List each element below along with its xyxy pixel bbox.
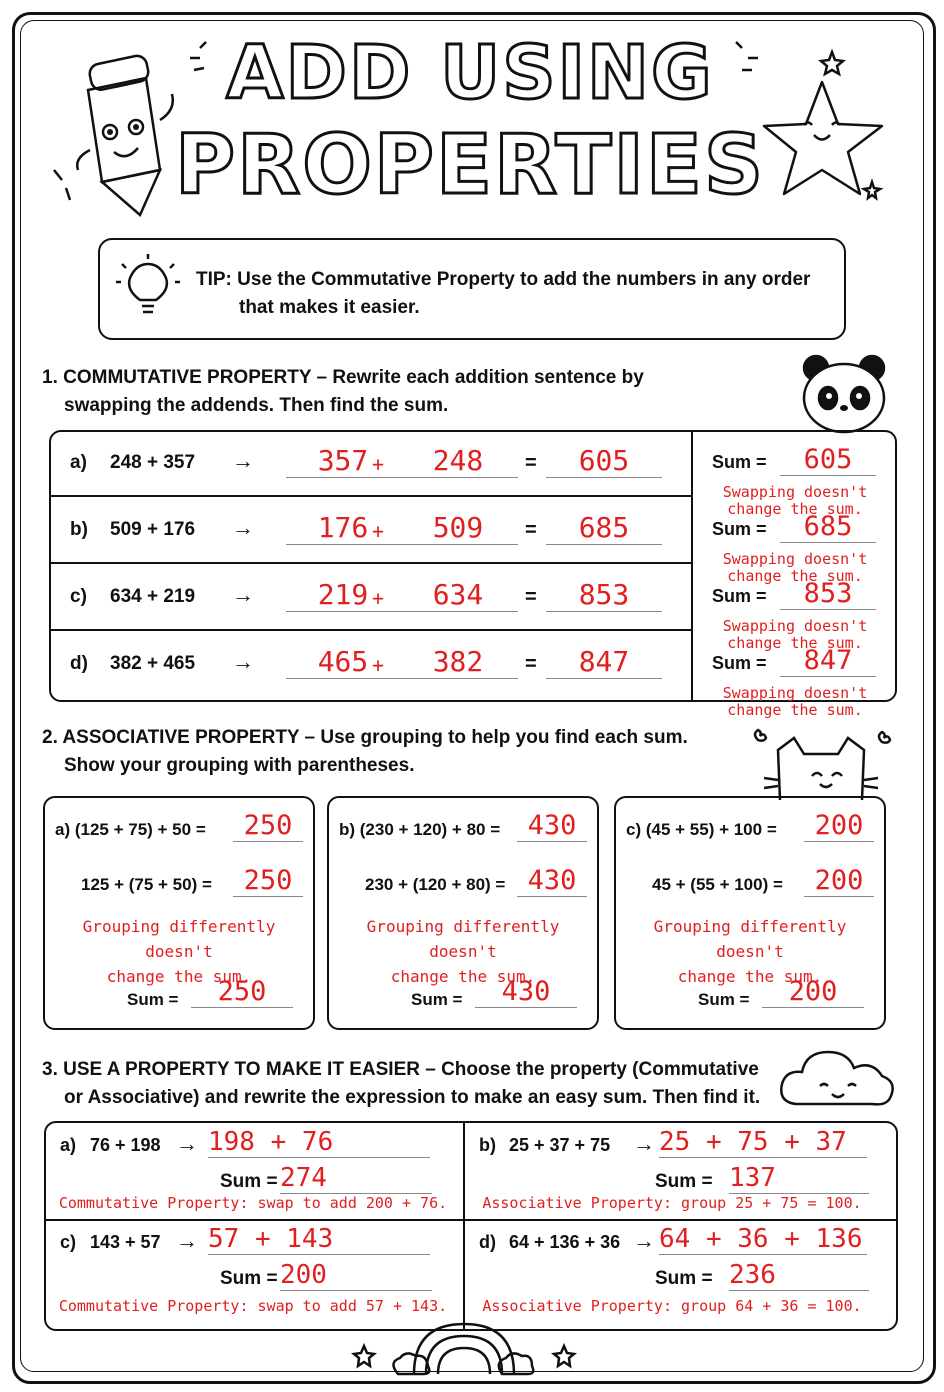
card-sum-field[interactable]: 430 — [475, 976, 577, 1008]
grouping-expr-2: 45 + (55 + 100) = — [652, 875, 783, 894]
equals-sign: = — [525, 452, 537, 474]
item-label: b) — [479, 1135, 496, 1155]
grouping-expr-1: a) (125 + 75) + 50 = — [55, 820, 206, 839]
star-mascot-icon — [760, 40, 900, 210]
arrow-icon: → — [232, 649, 254, 674]
arrow-icon: → — [176, 1131, 198, 1156]
plus-sign: + — [371, 519, 385, 543]
arrow-icon: → — [633, 1131, 655, 1156]
sum-label: Sum = — [712, 519, 767, 539]
sum-label: Sum = — [220, 1171, 278, 1192]
row-problem: 509 + 176 — [110, 519, 196, 540]
associative-card — [43, 796, 315, 1030]
grouping-note-line2: change the sum. — [106, 967, 252, 986]
row-label: b) — [70, 519, 88, 540]
sum-field[interactable]: 853 — [780, 578, 876, 610]
item-label: a) — [60, 1135, 77, 1155]
tip-line2: that makes it easier. — [239, 297, 420, 318]
card-sum-field[interactable]: 250 — [191, 976, 293, 1008]
row-problem: 382 + 465 — [110, 653, 196, 674]
sum-field[interactable]: 685 — [780, 511, 876, 543]
swap-note-line1: Swapping doesn't — [722, 617, 868, 635]
swapped-first-field[interactable]: 357 — [286, 444, 400, 478]
grouping-answer-2[interactable]: 430 — [517, 865, 587, 897]
swapped-first-field[interactable]: 465 — [286, 645, 400, 679]
grouping-note-line1: Grouping differently doesn't — [366, 917, 560, 961]
plus-sign: + — [371, 452, 385, 476]
tip-box — [98, 238, 846, 340]
rewrite-field[interactable]: 198 + 76 — [208, 1127, 430, 1158]
grouping-expr-2: 125 + (75 + 50) = — [81, 875, 212, 894]
arrow-icon: → — [232, 515, 254, 540]
item-problem: 76 + 198 — [90, 1135, 161, 1155]
plus-sign: + — [371, 653, 385, 677]
associative-card — [614, 796, 886, 1030]
grouping-answer-1[interactable]: 430 — [517, 810, 587, 842]
rewrite-field[interactable]: 57 + 143 — [208, 1224, 430, 1255]
cat-icon — [748, 720, 898, 800]
equals-sign: = — [525, 653, 537, 675]
sum-field[interactable]: 137 — [729, 1163, 869, 1194]
arrow-icon: → — [176, 1228, 198, 1253]
plus-sign: + — [371, 586, 385, 610]
sum-label: Sum = — [712, 653, 767, 673]
item-problem: 64 + 136 + 36 — [509, 1232, 621, 1252]
item-problem: 25 + 37 + 75 — [509, 1135, 611, 1155]
row-label: d) — [70, 653, 88, 674]
tip-line1: TIP: Use the Commutative Property to add the numbers in any order — [196, 269, 811, 290]
grouping-note-line2: change the sum. — [390, 967, 536, 986]
sparkle-icon — [728, 40, 768, 80]
sum-field[interactable]: 236 — [729, 1260, 869, 1291]
property-cell — [463, 1218, 881, 1321]
grouping-expr-2: 230 + (120 + 80) = — [365, 875, 506, 894]
sum-field[interactable]: 200 — [280, 1260, 432, 1291]
equals-sign: = — [525, 519, 537, 541]
rewrite-field[interactable]: 64 + 36 + 136 — [659, 1224, 867, 1255]
property-note: Associative Property: group 25 + 75 = 100. — [482, 1194, 862, 1212]
swapped-first-field[interactable]: 219 — [286, 578, 400, 612]
section2-heading-line1: 2. ASSOCIATIVE PROPERTY – Use grouping to help you find each sum. — [42, 727, 688, 748]
section3-heading — [42, 1056, 760, 1112]
property-cell — [44, 1218, 462, 1321]
grouping-answer-1[interactable]: 250 — [233, 810, 303, 842]
arrow-icon: → — [232, 582, 254, 607]
swap-note-line2: change the sum. — [727, 701, 863, 719]
sum-field[interactable]: 605 — [780, 444, 876, 476]
page-title-line1: ADD USING — [226, 30, 714, 116]
swap-note-line1: Swapping doesn't — [722, 550, 868, 568]
swapped-first-field[interactable]: 176 — [286, 511, 400, 545]
cloud-icon — [776, 1038, 900, 1110]
section3-heading-line2: or Associative) and rewrite the expression to make an easy sum. Then find it. — [64, 1087, 761, 1108]
card-sum-label: Sum = — [127, 990, 179, 1009]
arrow-icon: → — [232, 448, 254, 473]
property-cell — [44, 1121, 462, 1224]
grouping-answer-2[interactable]: 250 — [233, 865, 303, 897]
sum-label: Sum = — [712, 586, 767, 606]
property-note: Commutative Property: swap to add 200 + 76. — [58, 1194, 448, 1212]
row-problem: 248 + 357 — [110, 452, 196, 473]
item-problem: 143 + 57 — [90, 1232, 161, 1252]
sparkle-icon — [180, 40, 220, 80]
swapped-second-field[interactable]: 634 — [398, 578, 518, 612]
grouping-note-line2: change the sum. — [677, 967, 823, 986]
grouping-note-line1: Grouping differently doesn't — [653, 917, 847, 961]
sum-field[interactable]: 274 — [280, 1163, 432, 1194]
property-cell — [463, 1121, 881, 1224]
row-label: c) — [70, 586, 87, 607]
swap-note-line2: change the sum. — [727, 567, 863, 585]
pencil-mascot-icon — [48, 40, 188, 220]
property-note: Commutative Property: swap to add 57 + 143. — [58, 1297, 448, 1315]
associative-card — [327, 796, 599, 1030]
swap-note — [710, 685, 880, 719]
property-note: Associative Property: group 64 + 36 = 100. — [482, 1297, 862, 1315]
section2-heading-line2: Show your grouping with parentheses. — [64, 755, 415, 776]
swapped-second-field[interactable]: 382 — [398, 645, 518, 679]
section3-heading-line1: 3. USE A PROPERTY TO MAKE IT EASIER – Choose the property (Commutative — [42, 1059, 759, 1080]
result-field[interactable]: 685 — [546, 511, 662, 545]
tip-text — [196, 266, 816, 322]
card-sum-label: Sum = — [698, 990, 750, 1009]
sum-label: Sum = — [655, 1268, 713, 1289]
panda-icon — [796, 354, 892, 434]
page-title-line2: PROPERTIES — [174, 118, 766, 213]
section1-heading-line2: swapping the addends. Then find the sum. — [64, 395, 449, 416]
swap-note-line1: Swapping doesn't — [722, 684, 868, 702]
section2-heading — [42, 724, 688, 780]
lightbulb-icon — [116, 254, 180, 322]
swap-note-line2: change the sum. — [727, 634, 863, 652]
swapped-second-field[interactable]: 248 — [398, 444, 518, 478]
section1-heading-line1: 1. COMMUTATIVE PROPERTY – Rewrite each addition sentence by — [42, 367, 644, 388]
grouping-note-line1: Grouping differently doesn't — [82, 917, 276, 961]
rainbow-icon — [344, 1316, 584, 1376]
grouping-answer-2[interactable]: 200 — [804, 865, 874, 897]
item-label: c) — [60, 1232, 77, 1252]
card-sum-field[interactable]: 200 — [762, 976, 864, 1008]
swap-note-line1: Swapping doesn't — [722, 483, 868, 501]
item-label: d) — [479, 1232, 496, 1252]
sum-label: Sum = — [655, 1171, 713, 1192]
swap-note-line2: change the sum. — [727, 500, 863, 518]
equals-sign: = — [525, 586, 537, 608]
grouping-expr-1: b) (230 + 120) + 80 = — [339, 820, 501, 839]
result-field[interactable]: 847 — [546, 645, 662, 679]
row-label: a) — [70, 452, 87, 473]
rewrite-field[interactable]: 25 + 75 + 37 — [659, 1127, 867, 1158]
result-field[interactable]: 853 — [546, 578, 662, 612]
grouping-expr-1: c) (45 + 55) + 100 = — [626, 820, 777, 839]
section1-heading — [42, 364, 644, 420]
sum-field[interactable]: 847 — [780, 645, 876, 677]
card-sum-label: Sum = — [411, 990, 463, 1009]
result-field[interactable]: 605 — [546, 444, 662, 478]
sum-label: Sum = — [220, 1268, 278, 1289]
sum-label: Sum = — [712, 452, 767, 472]
arrow-icon: → — [633, 1228, 655, 1253]
swapped-second-field[interactable]: 509 — [398, 511, 518, 545]
row-problem: 634 + 219 — [110, 586, 196, 607]
grouping-answer-1[interactable]: 200 — [804, 810, 874, 842]
